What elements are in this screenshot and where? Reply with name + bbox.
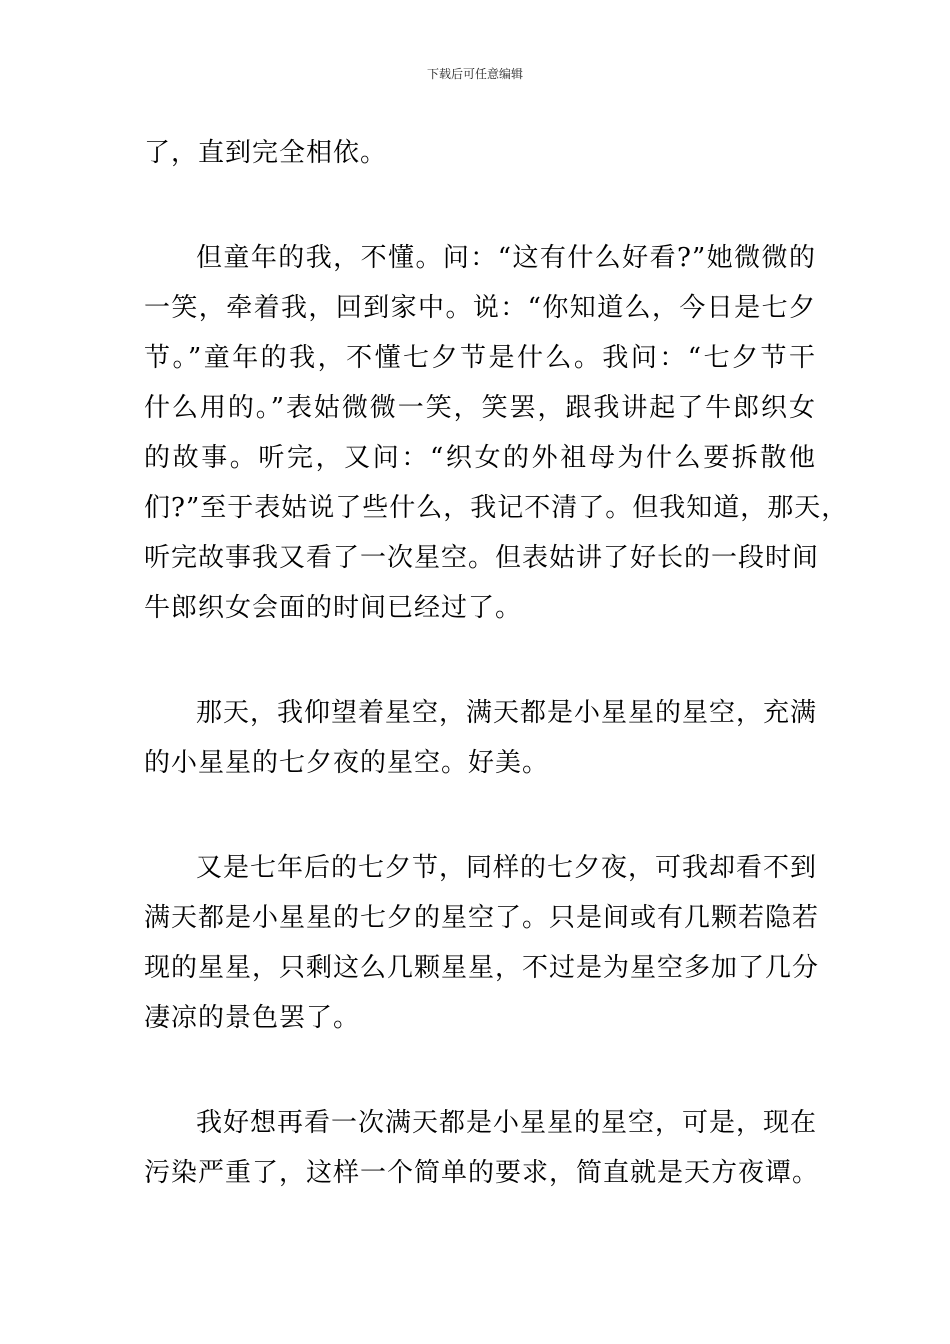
paragraph-3: [144, 688, 816, 788]
paragraph-line: 我好想再看一次满天都是小星星的星空，可是，现在: [196, 1108, 818, 1138]
paragraph-line: 的故事。听完，又问：“织女的外祖母为什么要拆散他: [144, 443, 816, 473]
paragraph-2: [144, 233, 849, 633]
paragraph-5: [144, 1098, 820, 1198]
paragraph-line: 满天都是小星星的七夕的星空了。只是间或有几颗若隐若: [144, 903, 820, 933]
paragraph-line: 听完故事我又看了一次星空。但表姑讲了好长的一段时间: [144, 543, 820, 573]
paragraph-line: 凄凉的景色罢了。: [144, 1003, 361, 1033]
paragraph-gap: [144, 788, 816, 843]
paragraph-1: [144, 128, 816, 178]
paragraph-line: 们?”至于表姑说了些什么，我记不清了。但我知道，那天，: [144, 493, 849, 523]
document-body: [144, 128, 849, 1198]
paragraph-gap: [144, 178, 816, 233]
paragraph-line: 现的星星，只剩这么几颗星星，不过是为星空多加了几分: [144, 953, 820, 983]
paragraph-line: 的小星星的七夕夜的星空。好美。: [144, 748, 550, 778]
paragraph-line: 节。”童年的我，不懂七夕节是什么。我问：“七夕节干: [144, 343, 816, 373]
paragraph-line: 污染严重了，这样一个简单的要求，简直就是天方夜谭。: [144, 1158, 820, 1188]
paragraph-line: 一笑，牵着我，回到家中。说：“你知道么，今日是七夕: [144, 293, 816, 323]
paragraph-line: 那天，我仰望着星空，满天都是小星星的星空，充满: [196, 698, 818, 728]
paragraph-gap: [144, 633, 816, 688]
paragraph-line: 什么用的。”表姑微微一笑，笑罢，跟我讲起了牛郎织女: [144, 393, 816, 423]
paragraph-4: [144, 843, 820, 1043]
paragraph-line: 了，直到完全相依。: [144, 138, 388, 168]
paragraph-line: 又是七年后的七夕节，同样的七夕夜，可我却看不到: [196, 853, 818, 883]
paragraph-line: 但童年的我，不懂。问：“这有什么好看?”她微微的: [196, 243, 816, 273]
paragraph-gap: [144, 1043, 816, 1098]
paragraph-line: 牛郎织女会面的时间已经过了。: [144, 593, 523, 623]
page-header-note: 下载后可任意编辑: [426, 67, 523, 81]
